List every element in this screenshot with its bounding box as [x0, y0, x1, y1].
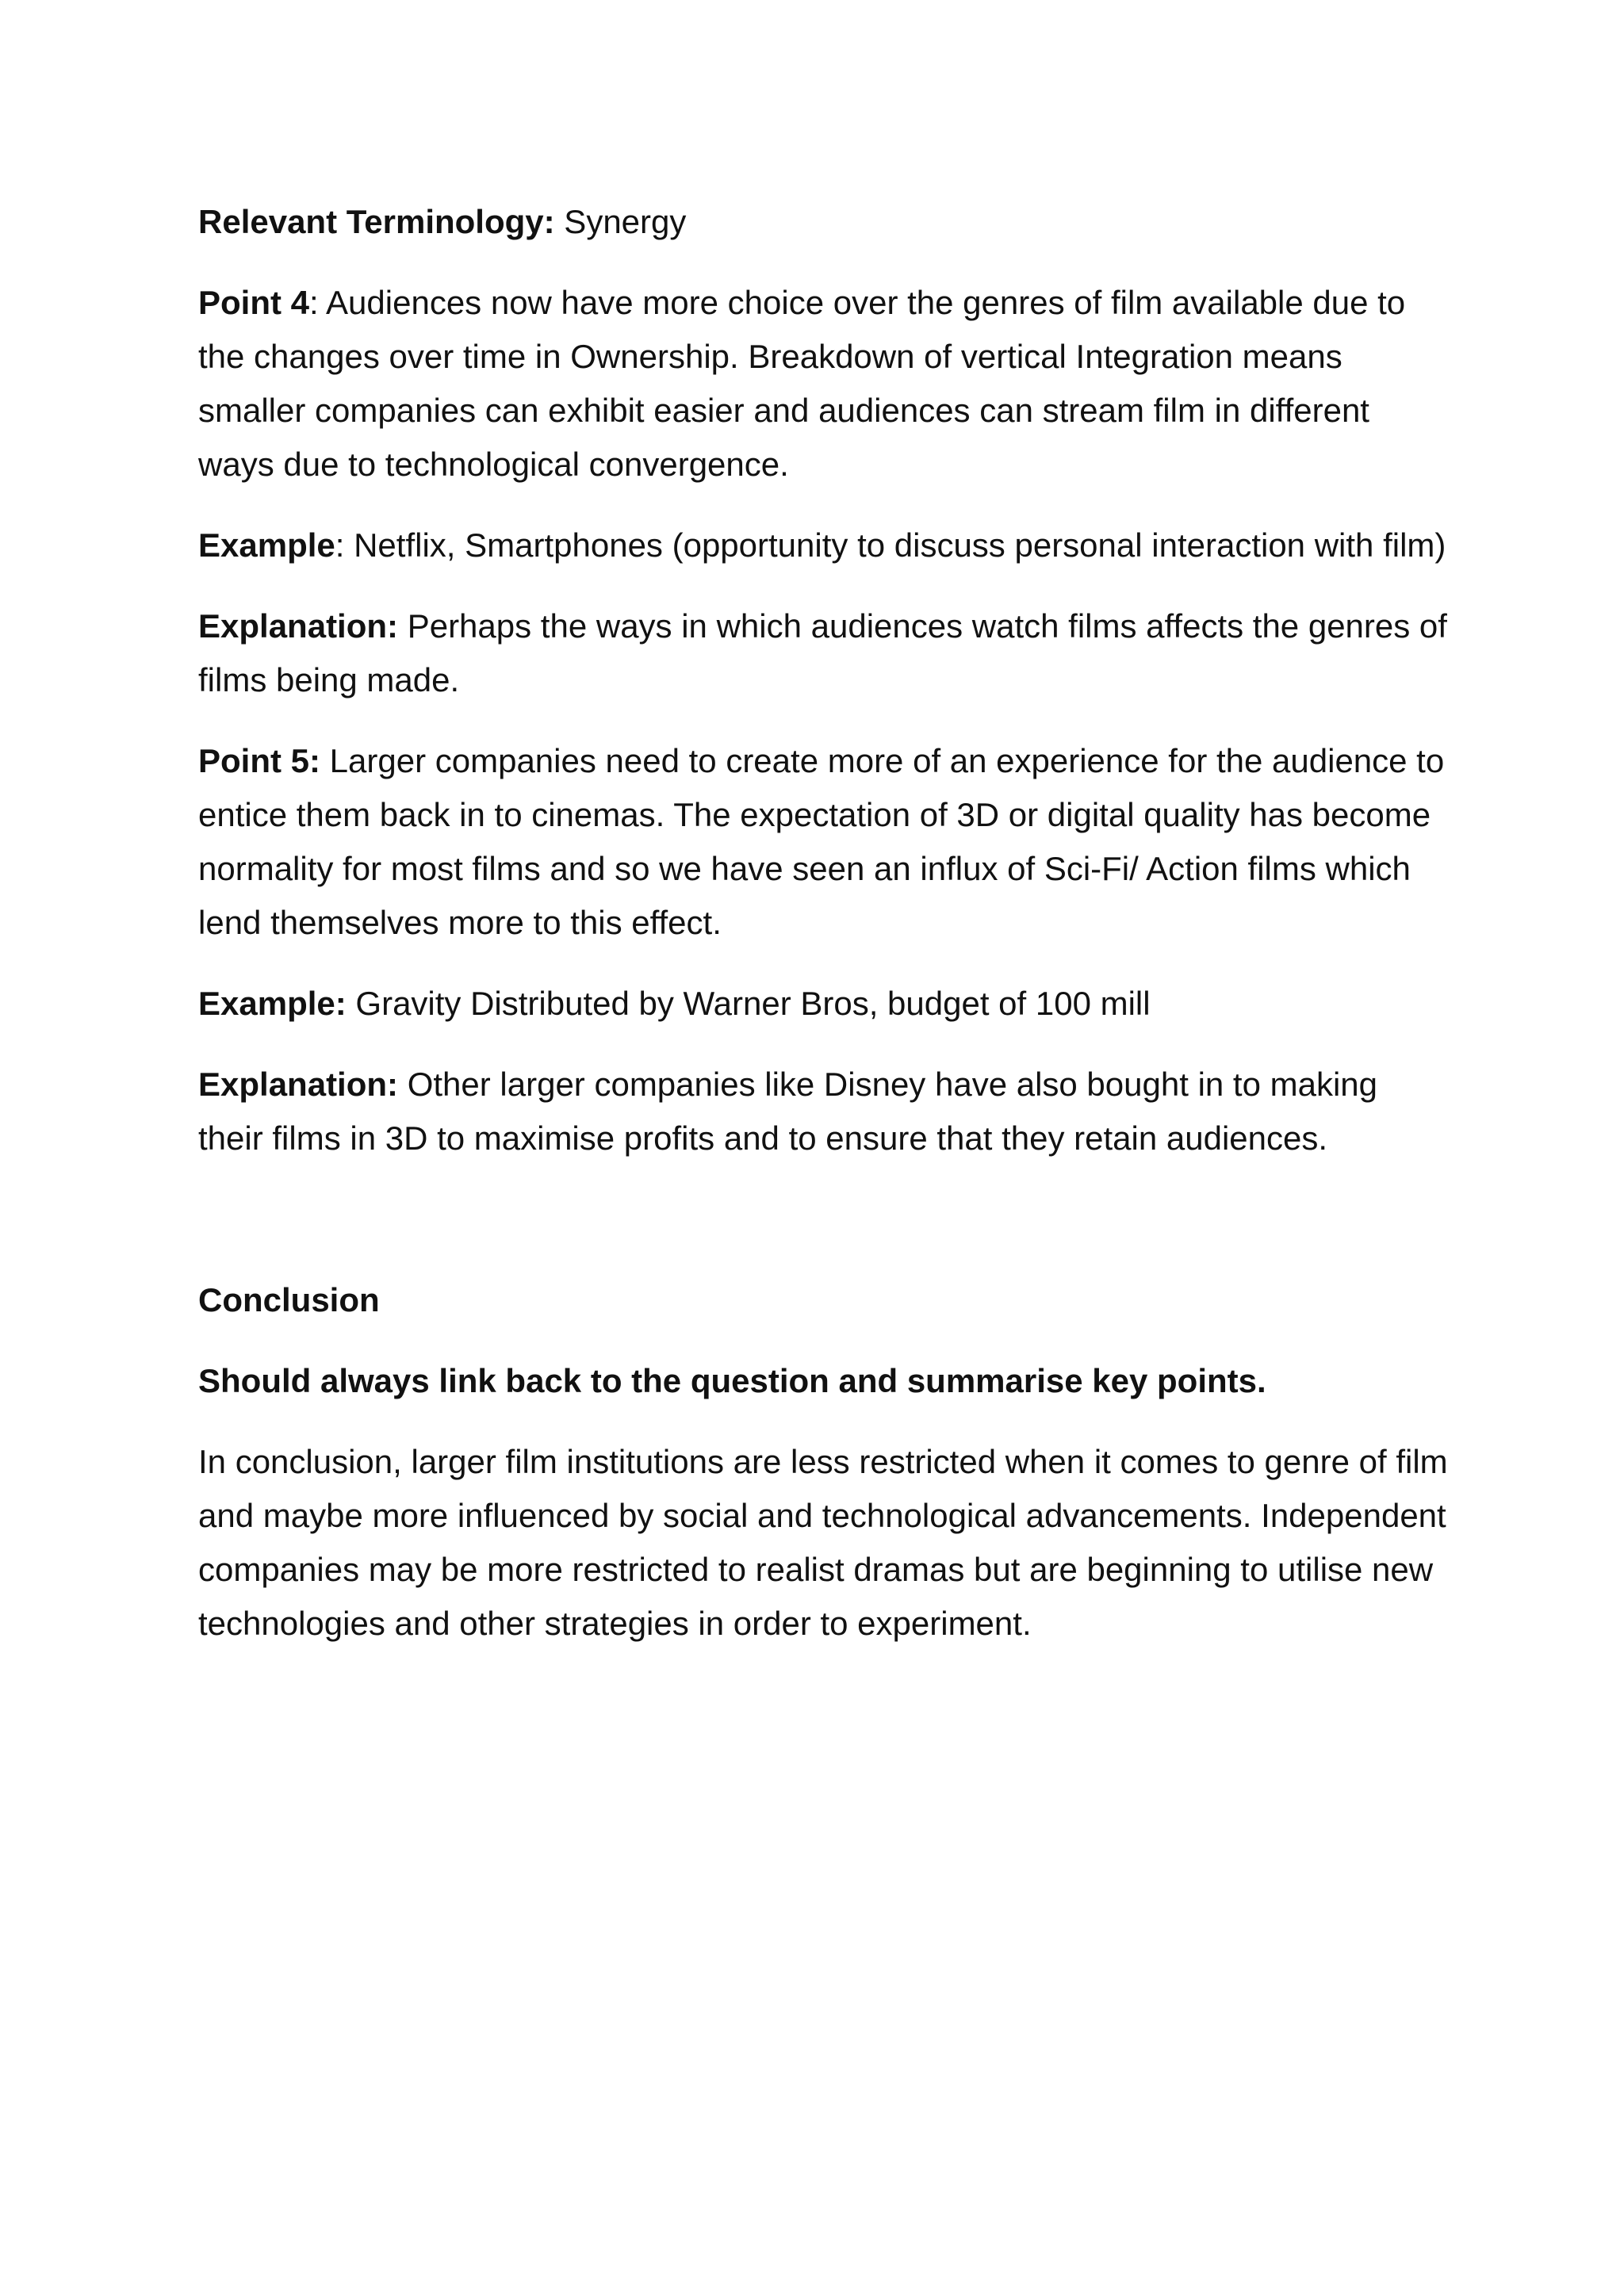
explanation-2-paragraph — [198, 1058, 1451, 1165]
explanation-1-label: Explanation: — [198, 607, 399, 645]
point-4-paragraph — [198, 276, 1451, 492]
point-5-label: Point 5: — [198, 742, 320, 779]
relevant-terminology-label: Relevant Terminology: — [198, 203, 555, 240]
conclusion-instruction: Should always link back to the question and summarise key points. — [198, 1362, 1266, 1399]
relevant-terminology-text: Synergy — [554, 203, 687, 240]
point-5-text: Larger companies need to create more of an experience for the audience to entice them back in to cinemas. The expectation of 3D or digital quality has become normality for most films and so we have seen an influx of Sci-Fi/ Action films which lend themselves more to this effect. — [198, 742, 1445, 941]
document-content — [198, 195, 1451, 1678]
explanation-1-text: Perhaps the ways in which audiences watch films affects the genres of films being made. — [198, 607, 1447, 698]
example-2-text: Gravity Distributed by Warner Bros, budget of 100 mill — [346, 985, 1151, 1022]
relevant-terminology-paragraph — [198, 195, 1451, 249]
explanation-2-label: Explanation: — [198, 1066, 399, 1103]
point-4-text: : Audiences now have more choice over the genres of film available due to the changes over time in Ownership. Breakdown of vertical Integration means smaller companies can exhibit easier and audiences can stream film in different ways due to technological convergence. — [198, 284, 1406, 483]
example-1-text: : Netflix, Smartphones (opportunity to discuss personal interaction with film) — [335, 526, 1446, 564]
point-4-label: Point 4 — [198, 284, 310, 321]
conclusion-paragraph: In conclusion, larger film institutions are less restricted when it comes to genre of film and maybe more influenced by social and technological advancements. Independent companies may be more restricted to realist dramas but are beginning to utilise new technologies and other strategies in order to experiment. — [198, 1443, 1448, 1642]
explanation-1-paragraph — [198, 599, 1451, 707]
example-2-paragraph — [198, 977, 1451, 1031]
explanation-2-text: Other larger companies like Disney have also bought in to making their films in 3D to maximise profits and to ensure that they retain audiences. — [198, 1066, 1378, 1157]
conclusion-heading: Conclusion — [198, 1281, 380, 1318]
example-2-label: Example: — [198, 985, 347, 1022]
example-1-label: Example — [198, 526, 335, 564]
point-5-paragraph — [198, 734, 1451, 950]
section-spacer — [198, 1192, 1451, 1273]
example-1-paragraph — [198, 519, 1451, 572]
